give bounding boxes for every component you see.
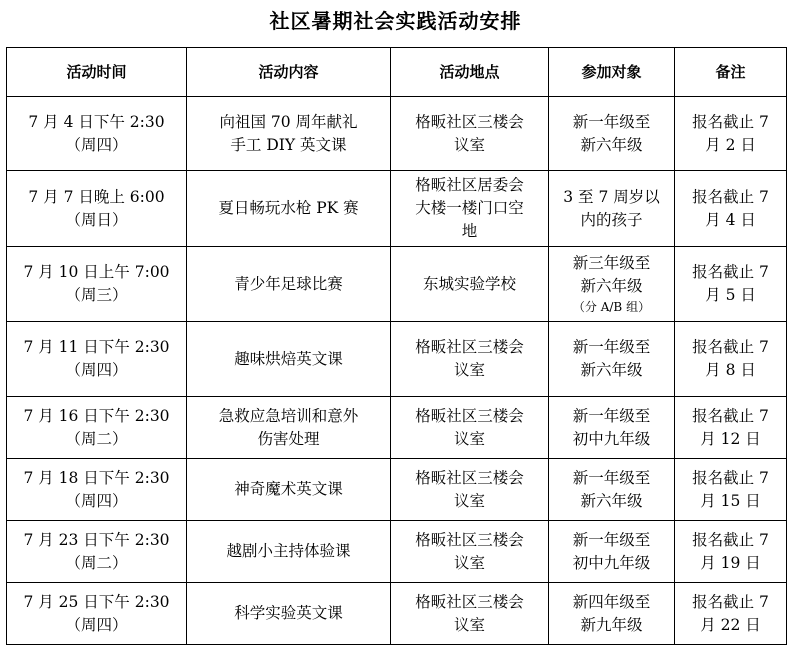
table-row (7, 247, 787, 322)
cell-target-line: 新六年级 (580, 277, 643, 295)
cell-time-line: （周二） (65, 553, 128, 572)
cell-time (7, 322, 187, 397)
cell-place (391, 247, 549, 322)
cell-time-line: 7 月 7 日晚上 6:00 (28, 187, 165, 206)
cell-remark (675, 97, 787, 171)
cell-place-line: 议室 (453, 553, 485, 572)
cell-place-line: 格畈社区三楼会 (415, 338, 524, 356)
cell-content (187, 397, 391, 459)
cell-content-line: 趣味烘焙英文课 (234, 349, 343, 368)
cell-time (7, 97, 187, 171)
cell-content (187, 171, 391, 247)
cell-place (391, 397, 549, 459)
cell-remark-line: 报名截止 7 (692, 468, 769, 487)
cell-place-line: 格畈社区居委会 (415, 176, 524, 194)
cell-time-line: （周四） (65, 135, 128, 154)
cell-target-line: 新一年级至 (572, 406, 651, 425)
cell-time (7, 171, 187, 247)
cell-remark-line: 月 22 日 (700, 615, 761, 634)
cell-remark-line: 月 2 日 (705, 135, 756, 154)
cell-target-line: 新六年级 (580, 361, 643, 379)
cell-remark (675, 397, 787, 459)
cell-place (391, 97, 549, 171)
cell-target-line: 新六年级 (580, 135, 643, 154)
cell-time-line: 7 月 25 日下午 2:30 (23, 592, 170, 611)
page-title: 社区暑期社会实践活动安排 (269, 9, 522, 33)
cell-time (7, 583, 187, 645)
cell-content (187, 521, 391, 583)
cell-remark (675, 322, 787, 397)
cell-remark-line: 月 12 日 (700, 429, 761, 448)
cell-place-line: 东城实验学校 (422, 274, 516, 293)
header-content: 活动内容 (187, 48, 391, 97)
cell-content-line: 向祖国 70 周年献礼 (219, 112, 358, 131)
cell-content (187, 322, 391, 397)
cell-place (391, 171, 549, 247)
cell-target-line: 新一年级至 (572, 468, 651, 487)
cell-time (7, 247, 187, 322)
cell-place (391, 583, 549, 645)
table-row (7, 583, 787, 645)
cell-target-line: 新六年级 (580, 491, 643, 510)
cell-remark (675, 247, 787, 322)
cell-target (549, 397, 675, 459)
cell-remark-line: 月 19 日 (700, 553, 761, 572)
cell-target (549, 171, 675, 247)
table-body (7, 97, 787, 645)
cell-target-line: 新一年级至 (572, 530, 651, 549)
cell-time-line: 7 月 11 日下午 2:30 (23, 338, 170, 356)
table-row (7, 171, 787, 247)
cell-time (7, 459, 187, 521)
cell-time-line: 7 月 18 日下午 2:30 (23, 468, 170, 487)
cell-time-line: （周日） (65, 210, 128, 229)
header-target: 参加对象 (549, 48, 675, 97)
cell-content-line: 越剧小主持体验课 (226, 542, 351, 560)
cell-content-line: 伤害处理 (257, 429, 320, 448)
cell-place (391, 521, 549, 583)
cell-content-line: 夏日畅玩水枪 PK 赛 (218, 199, 359, 217)
cell-content (187, 247, 391, 322)
cell-remark-line: 报名截止 7 (692, 406, 769, 425)
cell-remark (675, 171, 787, 247)
cell-place-line: 格畈社区三楼会 (415, 406, 524, 425)
cell-time-line: 7 月 16 日下午 2:30 (23, 406, 170, 425)
header-remark: 备注 (675, 48, 787, 97)
cell-content-line: 急救应急培训和意外 (218, 406, 359, 425)
cell-remark-line: 月 8 日 (705, 361, 756, 379)
cell-time-line: （周四） (65, 615, 128, 634)
cell-place-line: 大楼一楼门口空 (415, 199, 524, 217)
activity-schedule-table (6, 47, 787, 645)
cell-place (391, 322, 549, 397)
cell-remark-line: 报名截止 7 (692, 263, 769, 281)
cell-content (187, 459, 391, 521)
cell-remark-line: 报名截止 7 (692, 338, 769, 356)
cell-remark (675, 459, 787, 521)
cell-remark-line: 月 4 日 (705, 210, 756, 229)
cell-target-line: 新一年级至 (572, 112, 651, 131)
cell-remark-line: 月 15 日 (700, 491, 761, 510)
cell-place-line: 议室 (453, 429, 485, 448)
table-row (7, 397, 787, 459)
cell-place-line: 地 (461, 222, 478, 240)
cell-place-line: 议室 (453, 135, 485, 154)
cell-target-line: 3 至 7 周岁以 (563, 187, 660, 206)
cell-target-line: 内的孩子 (580, 210, 643, 229)
cell-target (549, 97, 675, 171)
table-row (7, 459, 787, 521)
cell-content-line: 手工 DIY 英文课 (230, 135, 347, 154)
cell-target-line: 初中九年级 (572, 553, 651, 572)
cell-target-line: 新四年级至 (572, 592, 651, 611)
cell-place-line: 议室 (453, 491, 485, 510)
cell-time-line: 7 月 23 日下午 2:30 (23, 530, 170, 549)
cell-time-line: （周三） (65, 286, 128, 304)
cell-content-line: 青少年足球比赛 (234, 274, 343, 293)
header-time: 活动时间 (7, 48, 187, 97)
cell-remark-line: 月 5 日 (705, 286, 756, 304)
cell-place-line: 格畈社区三楼会 (415, 468, 524, 487)
cell-place-line: 格畈社区三楼会 (415, 112, 524, 131)
cell-remark-line: 报名截止 7 (692, 187, 769, 206)
cell-remark-line: 报名截止 7 (692, 112, 769, 131)
cell-target (549, 247, 675, 322)
table-header-row (7, 48, 787, 97)
cell-content-line: 神奇魔术英文课 (234, 480, 343, 498)
cell-time-line: 7 月 10 日上午 7:00 (23, 263, 170, 281)
cell-time (7, 521, 187, 583)
table-row (7, 97, 787, 171)
cell-target-note: （分 A/B 组） (572, 300, 651, 314)
cell-target (549, 521, 675, 583)
cell-target-line: 新九年级 (580, 615, 643, 634)
cell-target-line: 初中九年级 (572, 429, 651, 448)
cell-place-line: 格畈社区三楼会 (415, 592, 524, 611)
table-row (7, 322, 787, 397)
cell-place (391, 459, 549, 521)
cell-target (549, 322, 675, 397)
cell-place-line: 议室 (453, 361, 485, 379)
cell-time-line: 7 月 4 日下午 2:30 (28, 112, 165, 131)
cell-content-line: 科学实验英文课 (234, 604, 343, 622)
cell-target-line: 新一年级至 (572, 338, 651, 356)
cell-remark (675, 583, 787, 645)
cell-place-line: 议室 (453, 615, 485, 634)
cell-content (187, 583, 391, 645)
cell-time-line: （周二） (65, 429, 128, 448)
cell-time-line: （周四） (65, 361, 128, 379)
cell-remark (675, 521, 787, 583)
cell-remark-line: 报名截止 7 (692, 530, 769, 549)
header-place: 活动地点 (391, 48, 549, 97)
cell-remark-line: 报名截止 7 (692, 592, 769, 611)
cell-time (7, 397, 187, 459)
table-row (7, 521, 787, 583)
cell-time-line: （周四） (65, 491, 128, 510)
cell-target-line: 新三年级至 (572, 254, 651, 272)
cell-target (549, 459, 675, 521)
cell-place-line: 格畈社区三楼会 (415, 530, 524, 549)
cell-target (549, 583, 675, 645)
cell-content (187, 97, 391, 171)
